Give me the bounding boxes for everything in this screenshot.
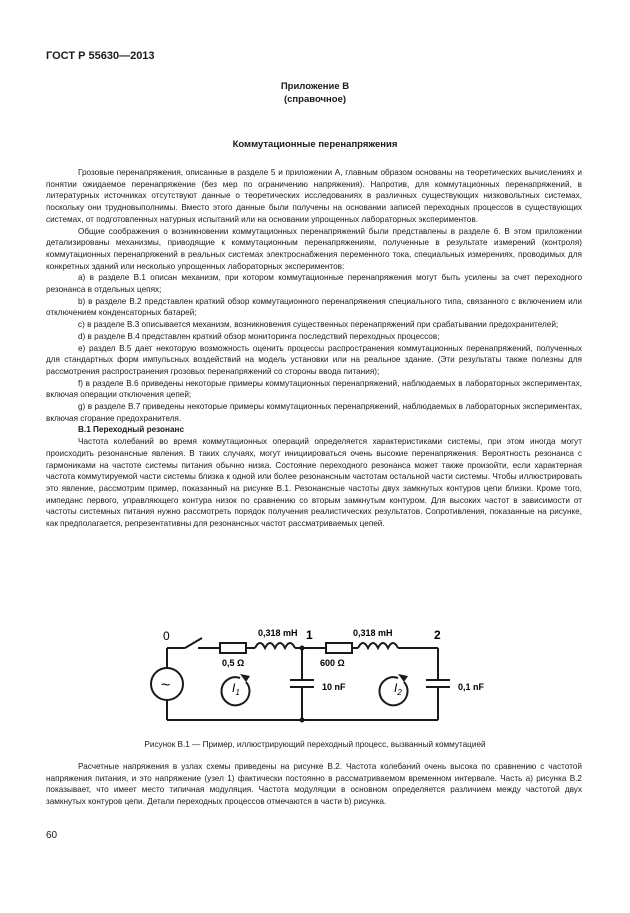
paragraph: f) в разделе В.6 приведены некоторые примеры коммутационных перенапряжений, наблюдаемых в лабораторных экспериментах, включая операции отключения цепей; [46, 378, 582, 400]
paragraph: d) в разделе В.4 представлен краткий обзор мониторинга последствий переходных процессов; [78, 331, 440, 341]
body-text-top [46, 167, 582, 530]
circuit-diagram [0, 616, 630, 736]
subsection-heading: В.1 Переходный резонанс [78, 425, 185, 435]
paragraph: Общие соображения о возникновении коммутационных перенапряжений были представлены в разделе 6. В этом приложении детализированы механизмы, приводящие к коммутационным перенапряжениям, полученные в результате измерений (контроля) коммутационных перенапряжений в реальных системах электроснабжения переменного тока, специальных измерениях, проводимых для конкретных зданий или несколько упрощенных лабораторных экспериментов: [46, 226, 582, 271]
paragraph: g) в разделе В.7 приведены некоторые примеры коммутационных перенапряжений, наблюдаемых в лабораторных экспериментах, включая сгорание предохранителя. [46, 402, 582, 423]
document-code: ГОСТ Р 55630—2013 [46, 50, 155, 62]
appendix-title: Приложение В [280, 81, 350, 92]
inductor-2 [358, 643, 398, 648]
resistor-1 [220, 643, 246, 653]
loop-arrowhead-2 [398, 674, 408, 682]
figure-caption: Рисунок В.1 — Пример, иллюстрирующий переходный процесс, вызванный коммутацией [144, 740, 486, 749]
inductor-2-label: 0,318 mH [353, 628, 393, 638]
paragraph: Расчетные напряжения в узлах схемы приведены на рисунке В.2. Частота колебаний очень высока по сравнению с частотой напряжения питания, и это напряжение (узел 1) фактически постоянно в рассматриваемом временном интервале. Часть а) рисунка В.2 показывает, что имеет место типичная модуляция. Частота модуляции в основном определяется различием между частотой двух замкнутых контуров цепи. Детали переходных процессов отмечаются в части b) рисунка. [46, 762, 582, 807]
paragraph: е) раздел В.5 дает некоторую возможность оценить процессы распространения коммутационных перенапряжений, полученных для стандартных форм импульсных воздействий на модель установки или на реальное здание. (Эти результаты также полезны для рассмотрения распространения грозовых перенапряжений со стороны ввода питания); [46, 343, 582, 376]
node-1-label: 1 [306, 628, 313, 642]
paragraph: с) в разделе В.3 описывается механизм, возникновения существенных перенапряжений при срабатывании предохранителей; [78, 320, 559, 330]
node-0-label: 0 [163, 629, 170, 643]
resistor-1-label: 0,5 Ω [222, 658, 245, 668]
appendix-note: (справочное) [283, 94, 347, 105]
section-title: Коммутационные перенапряжения [232, 139, 398, 150]
resistor-2 [326, 643, 352, 653]
loop-arrowhead-1 [240, 674, 250, 682]
loop-1-label: $I_1$ [232, 681, 240, 697]
node-dot [300, 718, 305, 723]
paragraph: Грозовые перенапряжения, описанные в разделе 5 и приложении А, главным образом основаны на теоретических вычислениях и понятии ожидаемое перенапряжение (без мер по ограничению напряжения). Напротив, для коммутационных перенапряжений, в литературных источниках отсутствуют данные о теоретических исследованиях в различных существующих низковольтных системах, поскольку они трудновыполнимы. Вместо этого данные были получены на основании записей переходных процессов в существующих системах, от подготовленных натурных испытаний или на основании упрощенных лабораторных экспериментов. [46, 168, 582, 224]
inductor-1-label: 0,318 mH [258, 628, 298, 638]
resistor-2-label: 600 Ω [320, 658, 345, 668]
capacitor-1-label: 10 nF [322, 682, 346, 692]
node-2-label: 2 [434, 628, 441, 642]
paragraph: Частота колебаний во время коммутационных операций определяется характеристиками системы, при этом иногда могут происходить резонансные явления. В таких случаях, могут инициироваться очень высокие перенапряжения. Вероятность резонанса с гармониками на частоте системы питания обычно низка. Состояние переходного резонанса может также произойти, если характерная частота коммутируемой части системы близка к одной или более резонансным частотам остальной части системы. Чтобы иллюстрировать это явление, рассмотрим пример, показанный на рисунке В.1. Резонансные частоты двух замкнутых контуров цепи близки. Кроме того, импеданс первого, управляющего контура низок по сравнению со вторым замкнутым контуром. Для высоких частот в зависимости от частоты системных питания нужно рассмотреть порядок получения реалистических результатов. Сопротивления, показанные на рисунке, как предполагается, репрезентативны для резонансных частот рассматриваемых цепей. [46, 437, 582, 529]
paragraph: а) в разделе В.1 описан механизм, при котором коммутационные перенапряжения могут быть усилены за счет переходного резонанса в отдельных цепях; [46, 273, 582, 295]
body-text-bottom [46, 761, 582, 808]
page-number: 60 [46, 830, 58, 841]
paragraph: b) в разделе В.2 представлен краткий обзор коммутационного перенапряжения специального типа, связанного с включением или отключением конденсаторных батарей; [46, 296, 582, 318]
node-dot [300, 646, 305, 651]
switch [185, 638, 202, 648]
loop-2-label: $I_2$ [394, 681, 402, 697]
capacitor-2-label: 0,1 nF [458, 682, 485, 692]
inductor-1 [255, 643, 295, 648]
source-symbol: ~ [161, 677, 171, 694]
